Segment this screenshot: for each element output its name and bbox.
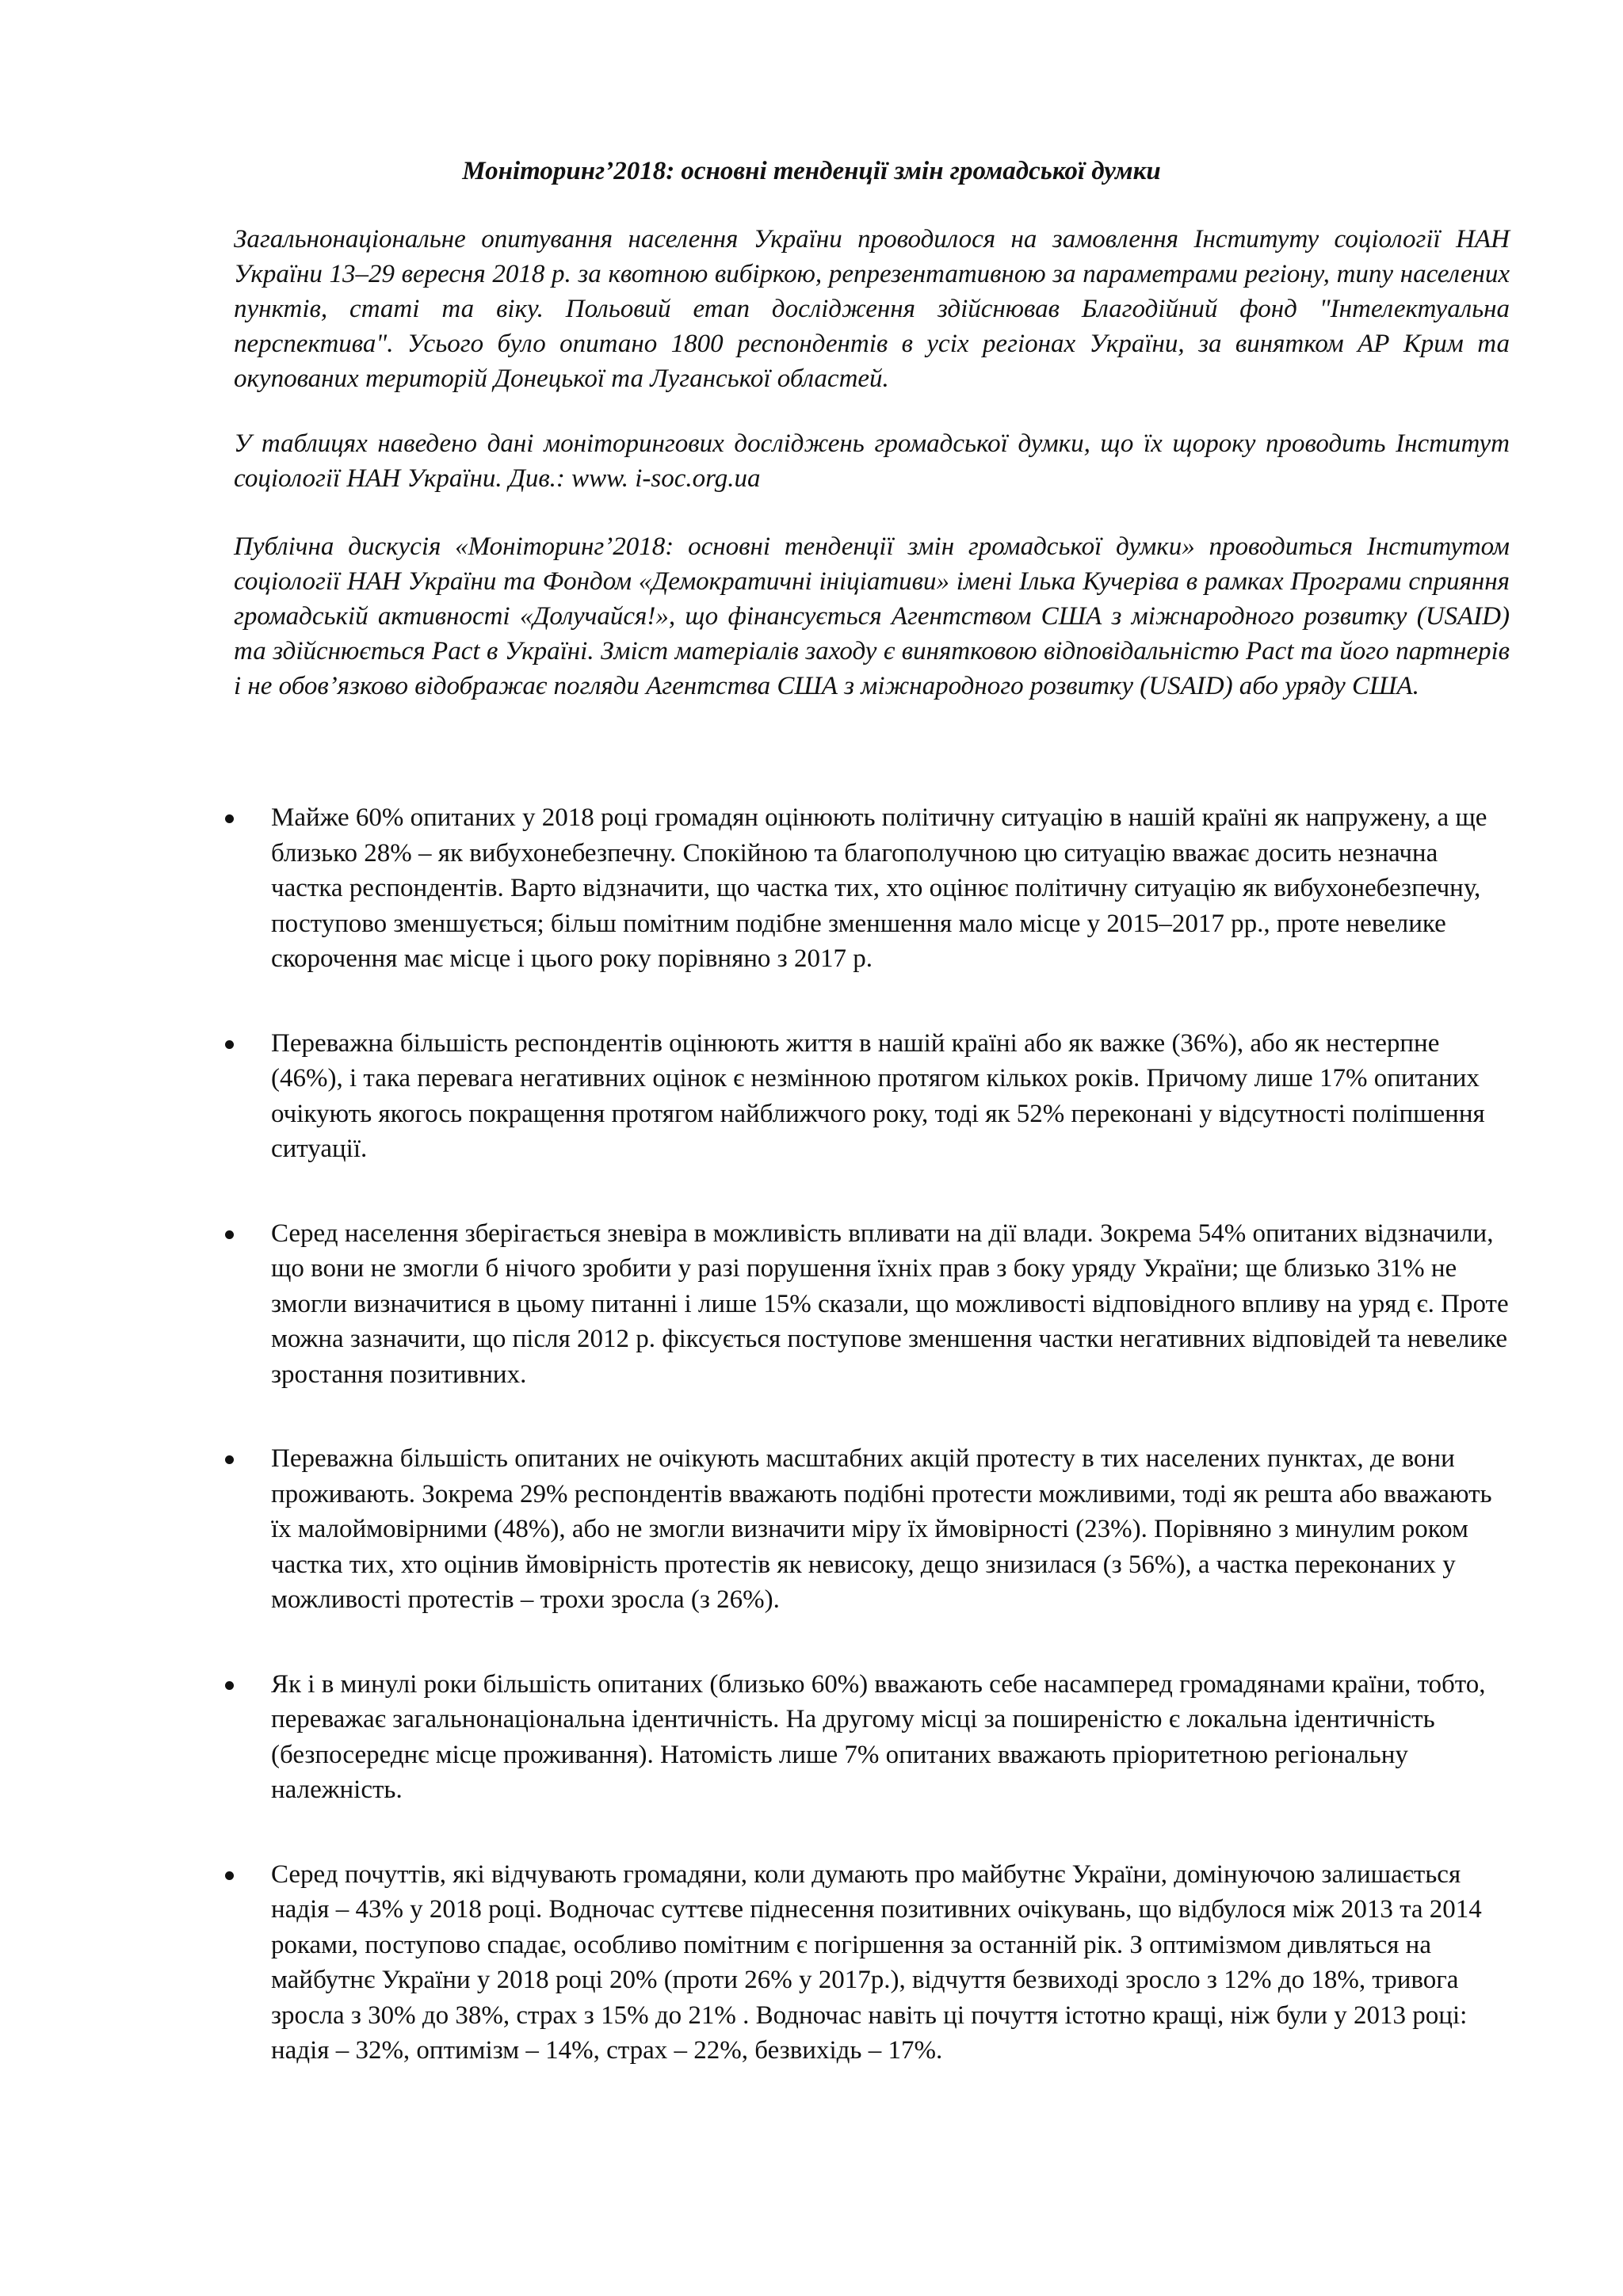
list-item-text: Серед населення зберігається зневіра в можливість впливати на дії влади. Зокрема 54% опитаних відзначили, що вони не змогли б нічого зробити у разі порушення їхніх прав з боку уряду України; ще близько 31% не змогли визначитися в цьому питанні і лише 15% сказали, що можливості відповідного впливу на уряд є. Проте можна зазначити, що після 2012 р. фіксується поступове зменшення частки негативних відповідей та невелике зростання позитивних.: [271, 1219, 1509, 1389]
list-item: [0, 1441, 1511, 1618]
bullet-icon: [225, 800, 235, 836]
intro-tables-paragraph: У таблицях наведено дані моніторингових досліджень громадської думки, що їх щороку проводить Інститут соціології НАН України. Див.: www. i-soc.org.ua: [234, 429, 1510, 493]
list-item: [0, 1857, 1511, 2069]
bullet-icon: [225, 1026, 235, 1062]
bullet-icon: [225, 1857, 235, 1893]
list-item-text: Майже 60% опитаних у 2018 році громадян оцінюють політичну ситуацію в нашій країні як напружену, а ще близько 28% – як вибухонебезпечну. Спокійною та благополучною цю ситуацію вважає досить незначна частка респондентів. Варто відзначити, що частка тих, хто оцінює політичну ситуацію як вибухонебезпечну, поступово зменшується; більш помітним подібне зменшення мало місце у 2015–2017 рр., проте невелике скорочення має місце і цього року порівняно з 2017 р.: [271, 803, 1487, 973]
list-item-text: Як і в минулі роки більшість опитаних (близько 60%) вважають себе насамперед громадянами країни, тобто, переважає загальнонаціональна ідентичність. На другому місці за поширеністю є локальна ідентичність (безпосереднє місце проживання). Натомість лише 7% опитаних вважають пріоритетною регіональну належність.: [271, 1669, 1486, 1804]
list-item: [0, 1026, 1511, 1167]
list-item: [0, 800, 1511, 977]
intro-discussion-paragraph: Публічна дискусія «Моніторинг’2018: основні тенденції змін громадської думки» проводиться Інститутом соціології НАН України та Фондом «Демократичні ініціативи» імені Ілька Кучеріва в рамках Програми сприяння громадській активності «Долучайся!», що фінансується Агентством США з міжнародного розвитку (USAID) та здійснюється Pact в Україні. Зміст матеріалів заходу є винятковою відповідальністю Pact та його партнерів і не обов’язково відображає погляди Агентства США з міжнародного розвитку (USAID) або уряду США.: [234, 532, 1510, 700]
list-item-text: Серед почуттів, які відчувають громадяни, коли думають про майбутнє України, домінуючою залишається надія – 43% у 2018 році. Водночас суттєве піднесення позитивних очікувань, що відбулося між 2013 та 2014 роками, поступово спадає, особливо помітним є погіршення за останній рік. З оптимізмом дивляться на майбутнє України у 2018 році 20% (проти 26% у 2017р.), відчуття безвиході зросло з 12% до 18%, тривога зросла з 30% до 38%, страх з 15% до 21% . Водночас навіть ці почуття істотно кращі, ніж були у 2013 році: надія – 32%, оптимізм – 14%, страх – 22%, безвихідь – 17%.: [271, 1859, 1482, 2065]
bullet-icon: [225, 1667, 235, 1703]
list-item-text: Переважна більшість респондентів оцінюють життя в нашій країні або як важке (36%), або як нестерпне (46%), і така перевага негативних оцінок є незмінною протягом кількох років. Причому лише 17% опитаних очікують якогось покращення протягом найближчого року, тоді як 52% переконані у відсутності поліпшення ситуації.: [271, 1028, 1485, 1163]
list-item-text: Переважна більшість опитаних не очікують масштабних акцій протесту в тих населених пунктах, де вони проживають. Зокрема 29% респондентів вважають подібні протести можливими, тоді як решта або вважають їх малоймовірними (48%), або не змогли визначити міру їх ймовірності (23%). Порівняно з минулим роком частка тих, хто оцінив ймовірність протестів як невисоку, дещо знизилася (з 56%), а частка переконаних у можливості протестів – трохи зросла (з 26%).: [271, 1444, 1492, 1614]
bullet-icon: [225, 1441, 235, 1477]
document-title: Моніторинг’2018: основні тенденції змін громадської думки: [462, 157, 1161, 185]
list-item: [0, 1216, 1511, 1393]
intro-survey-paragraph: Загальнонаціональне опитування населення України проводилося на замовлення Інституту соціології НАН України 13–29 вересня 2018 р. за квотною вибіркою, репрезентативною за параметрами регіону, типу населених пунктів, статі та віку. Польовий етап дослідження здійснював Благодійний фонд "Інтелектуальна перспектива". Усього було опитано 1800 респондентів в усіх регіонах України, за винятком АР Крим та окупованих територій Донецької та Луганської областей.: [234, 225, 1510, 393]
list-item: [0, 1667, 1511, 1808]
bullet-icon: [225, 1216, 235, 1252]
findings-list: [0, 800, 1623, 2118]
